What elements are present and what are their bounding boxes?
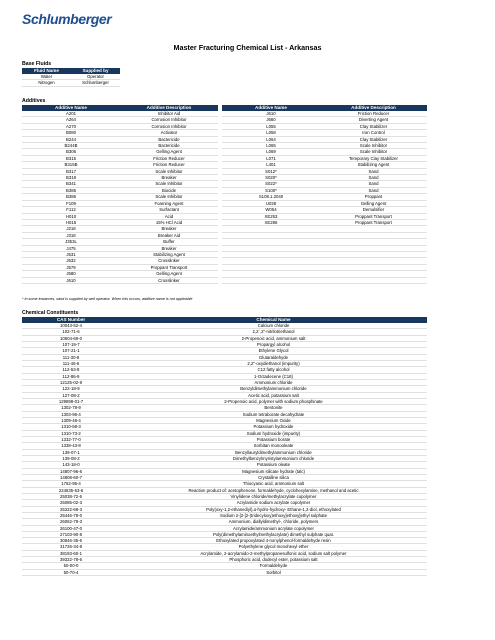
table-cell: Sodium tetraborate decahydrate	[120, 411, 427, 417]
table-cell: Acrylamide, 2-acrylamido-2-methylpropanesulfonic acid, sodium salt polymer	[120, 550, 427, 556]
table-cell: Potassium borate	[120, 436, 427, 442]
table-cell: 30846-35-6	[22, 538, 120, 544]
table-cell: Buffer	[120, 239, 218, 245]
table-cell: 25085-02-3	[22, 500, 120, 506]
table-cell: Poly(dimethylaminoethylmethylacrylate) dimethyl sulphate quat.	[120, 531, 427, 537]
table-cell: A270	[22, 123, 120, 129]
table-cell: Diverting Agent	[320, 117, 427, 123]
table-cell: S100*	[222, 187, 320, 193]
table-cell: Magnesium Oxide	[120, 417, 427, 423]
table-cell: S022*	[222, 181, 320, 187]
table-cell: 1762-95-4	[22, 481, 120, 487]
table-cell: 25446-78-0	[22, 512, 120, 518]
table-cell: Scale Inhibitor	[120, 181, 218, 187]
table-cell: Nitrogen	[22, 80, 71, 86]
table-cell: Friction Reducer	[320, 111, 427, 117]
table-cell: Stabilizing Agent	[320, 162, 427, 168]
table-cell: L065	[222, 143, 320, 149]
table-cell: L055	[222, 123, 320, 129]
table-cell: J610	[222, 111, 320, 117]
table-cell: Acid	[120, 213, 218, 219]
table-cell	[320, 277, 427, 283]
table-cell: J580	[22, 271, 120, 277]
table-cell: 15% HCl Acid	[120, 219, 218, 225]
table-cell: 143-18-0	[22, 462, 120, 468]
column-header: CAS Number	[22, 317, 120, 323]
table-cell: Acrylamide/ammonium acrylate copolymer	[120, 525, 427, 531]
base-fluids-table	[22, 68, 120, 87]
table-cell: Bentonite	[120, 405, 427, 411]
table-cell: 1332-77-0	[22, 436, 120, 442]
table-cell: L058	[222, 130, 320, 136]
table-cell: B315B	[22, 162, 120, 168]
table-cell: 1338-43-8	[22, 443, 120, 449]
table-cell: Scale Inhibitor	[320, 143, 427, 149]
table-cell: 10043-52-4	[22, 323, 120, 329]
table-cell: 27103-90-8	[22, 531, 120, 537]
table-cell: Sorbitan monooleate	[120, 443, 427, 449]
table-cell: Activator	[120, 130, 218, 136]
table-cell: J531	[22, 251, 120, 257]
table-cell: Iron Control	[320, 130, 427, 136]
table-cell: 1302-78-9	[22, 405, 120, 411]
table-cell: C12 fatty alcohol	[120, 367, 427, 373]
table-cell: Inhibitor Aid	[120, 111, 218, 117]
table-cell: B244B	[22, 143, 120, 149]
table-cell: 14807-96-6	[22, 468, 120, 474]
column-header: Additive Name	[22, 105, 120, 111]
table-cell: 50-70-4	[22, 569, 120, 575]
table-cell: Polyethylene glycol monohexyl ether	[120, 544, 427, 550]
table-cell: Potassium hydroxide	[120, 424, 427, 430]
column-header: Chemical Name	[120, 317, 427, 323]
table-cell: Proppant Transport	[320, 219, 427, 225]
table-cell: B080	[22, 130, 120, 136]
table-cell: H015	[22, 219, 120, 225]
table-cell: L069	[222, 149, 320, 155]
table-cell: Corrosion Inhibitor	[120, 117, 218, 123]
table-cell: Scale Inhibitor	[120, 168, 218, 174]
table-cell: Sand	[320, 175, 427, 181]
table-cell: Surfactant	[120, 207, 218, 213]
table-cell: 1310-73-2	[22, 430, 120, 436]
table-cell: 1-Octadecene (C18)	[120, 373, 427, 379]
column-header: Additive Description	[120, 105, 218, 111]
table-cell: 1309-48-4	[22, 417, 120, 423]
table-cell: J610	[22, 277, 120, 283]
table-cell: 112-86-9	[22, 373, 120, 379]
table-cell: Sodium 2-[2-[2-(tridecyloxy)ethoxy]ethoxy]ethyl sulphate	[120, 512, 427, 518]
table-cell: Vinylidene chloride/methylacrylate copolymer	[120, 493, 427, 499]
table-cell: 12125-02-9	[22, 379, 120, 385]
table-cell: B318	[22, 175, 120, 181]
table-cell: Corrosion Inhibitor	[120, 123, 218, 129]
table-cell: 111-30-8	[22, 354, 120, 360]
table-cell: Schlumberger	[71, 80, 120, 86]
table-cell: Clay Stabilizer	[320, 136, 427, 142]
table-cell: 39322-78-6	[22, 557, 120, 563]
table-cell: Formaldehyde	[120, 563, 427, 569]
table-cell: 2-Propenoic acid, polymer with sodium phosphinate	[120, 398, 427, 404]
table-cell: Gelling Agent	[320, 200, 427, 206]
table-cell: F112	[22, 207, 120, 213]
table-cell: 107-19-7	[22, 341, 120, 347]
table-cell: L064	[222, 136, 320, 142]
table-cell: Bactericide	[120, 136, 218, 142]
table-cell: Poly(oxy-1,2-ethanediyl),α-hydro-hydroxy- Ethane-1,2-diol, ethoxylated	[120, 506, 427, 512]
table-cell: 107-21-1	[22, 348, 120, 354]
table-cell: 127-08-2	[22, 392, 120, 398]
table-cell: Temporary Clay Stabilizer	[320, 155, 427, 161]
table-cell: L071	[222, 155, 320, 161]
table-cell: Friction Reducer	[120, 155, 218, 161]
table-row	[22, 277, 427, 283]
table-cell: 2,2''-oxydiethanol (impurity)	[120, 360, 427, 366]
table-cell: 26100-47-0	[22, 525, 120, 531]
table-cell: F109	[22, 200, 120, 206]
table-cell: L401	[222, 162, 320, 168]
table-cell: Demulsifier	[320, 207, 427, 213]
table-cell: A201	[22, 111, 120, 117]
table-cell: J579	[22, 264, 120, 270]
table-cell: Friction Reducer	[120, 162, 218, 168]
table-cell: Benzyllauryldimethylammonium chloride	[120, 449, 427, 455]
table-cell: B317	[22, 168, 120, 174]
table-cell: S020*	[222, 175, 320, 181]
table-cell: H010	[22, 213, 120, 219]
table-cell: 1310-58-3	[22, 424, 120, 430]
table-cell: Ammonium, diallyldimethyl-, chloride, polymers	[120, 519, 427, 525]
table-cell: Breaker Aid	[120, 232, 218, 238]
table-cell: B385	[22, 187, 120, 193]
additives-table	[22, 105, 427, 284]
table-cell: Reaction product of: acetophenone, formaldehyde, cyclohexylamine, methanol and acetic	[120, 487, 427, 493]
page-title: Master Fracturing Chemical List - Arkansas	[173, 43, 322, 52]
table-cell: Acetic acid, potassium salt	[120, 392, 427, 398]
table-cell: 25322-68-3	[22, 506, 120, 512]
table-cell: 224635-63-6	[22, 487, 120, 493]
table-cell: J318	[22, 232, 120, 238]
table-cell: Dimethylbenzylmyristylammonium chloride	[120, 455, 427, 461]
table-cell	[222, 277, 320, 283]
table-cell: 2,2´,2''-nitrilotriethanol	[120, 329, 427, 335]
table-cell: 129898-01-7	[22, 398, 120, 404]
table-cell: 1303-96-4	[22, 411, 120, 417]
table-cell: Sand	[320, 168, 427, 174]
table-cell: Ethylene Glycol	[120, 348, 427, 354]
table-cell: B244	[22, 136, 120, 142]
table-cell: U028	[222, 200, 320, 206]
table-cell: Glutaraldehyde	[120, 354, 427, 360]
table-cell: Potassium oleate	[120, 462, 427, 468]
chemicals-table	[22, 317, 427, 576]
table-cell: J353L	[22, 239, 120, 245]
table-cell: 25038-72-6	[22, 493, 120, 499]
table-cell: Sorbitol	[120, 569, 427, 575]
table-cell: Ammonium chloride	[120, 379, 427, 385]
table-cell: Proppant Transport	[120, 264, 218, 270]
table-cell: J660	[222, 117, 320, 123]
table-cell: Sodium hydroxide (impurity)	[120, 430, 427, 436]
table-cell: A264	[22, 117, 120, 123]
company-logo: Schlumberger	[22, 11, 112, 27]
base-fluids-heading: Base Fluids	[22, 61, 52, 67]
table-cell: Sand	[320, 187, 427, 193]
table-cell: 31726-34-8	[22, 544, 120, 550]
table-cell: B341	[22, 181, 120, 187]
table-cell: S108.1.2040	[222, 194, 320, 200]
table-cell: S012*	[222, 168, 320, 174]
column-header: Fluid Name	[22, 68, 71, 74]
table-cell: Crosslinker	[120, 258, 218, 264]
table-row	[22, 569, 427, 575]
table-cell: XE253	[222, 213, 320, 219]
table-cell: Thiocyanic acid, ammonium salt	[120, 481, 427, 487]
additives-heading: Additives	[22, 98, 46, 104]
table-cell: Crystalline silica	[120, 474, 427, 480]
column-header: Additive Description	[320, 105, 427, 111]
table-cell: 139-08-2	[22, 455, 120, 461]
table-cell: Breaker	[120, 175, 218, 181]
footnote: * In some instances, sand is supplied by well operator. When this occurs, additive name is not applicable	[22, 297, 193, 301]
table-cell: Crosslinker	[120, 277, 218, 283]
table-cell: 10604-69-0	[22, 335, 120, 341]
table-cell: Scale Inhibitor	[320, 149, 427, 155]
column-header: Supplied by	[71, 68, 120, 74]
table-cell: Clay Stabilizer	[320, 123, 427, 129]
table-cell: Ethoxylated propoxylated 4-nonylphenol-formaldehyde resin	[120, 538, 427, 544]
table-cell: Breaker	[120, 226, 218, 232]
table-cell: Acrylamide sodium acrylate copolymer	[120, 500, 427, 506]
table-cell: Proppant Transport	[320, 213, 427, 219]
table-cell: Water	[22, 74, 71, 80]
table-cell: J475	[22, 245, 120, 251]
table-cell: XE286	[222, 219, 320, 225]
table-cell: B306	[22, 149, 120, 155]
table-cell: 122-18-9	[22, 386, 120, 392]
table-cell: Magnesium silicate hydrate (talc)	[120, 468, 427, 474]
table-cell: J532	[22, 258, 120, 264]
table-cell: Phosphoric acid, dodecyl ester, potassium salt	[120, 557, 427, 563]
table-cell: Breaker	[120, 245, 218, 251]
table-cell: Benzyldimethylammonium chloride	[120, 386, 427, 392]
table-cell: 102-71-6	[22, 329, 120, 335]
table-cell: Gelling Agent	[120, 149, 218, 155]
column-header: Additive Name	[222, 105, 320, 111]
table-cell: Scale Inhibitor	[120, 194, 218, 200]
table-cell: Bactericide	[120, 143, 218, 149]
table-cell: Biocide	[120, 187, 218, 193]
table-cell: Proppant	[320, 194, 427, 200]
table-cell: W054	[222, 207, 320, 213]
table-cell: 139-07-1	[22, 449, 120, 455]
table-cell: J218	[22, 226, 120, 232]
table-cell: Calcium chloride	[120, 323, 427, 329]
table-cell: 26062-79-3	[22, 519, 120, 525]
table-cell: Gelling Agent	[120, 271, 218, 277]
table-cell: 14808-60-7	[22, 474, 120, 480]
chemicals-heading: Chemical Constituents	[22, 310, 79, 316]
table-row	[22, 80, 120, 86]
table-cell: 111-46-6	[22, 360, 120, 366]
table-cell: Sand	[320, 181, 427, 187]
table-cell: B386	[22, 194, 120, 200]
table-cell: 112-53-8	[22, 367, 120, 373]
table-cell: 50-00-0	[22, 563, 120, 569]
table-cell: B315	[22, 155, 120, 161]
table-cell: Propargyl alcohol	[120, 341, 427, 347]
table-cell: 38193-60-1	[22, 550, 120, 556]
table-cell: 2-Propenoic acid, ammonium salt	[120, 335, 427, 341]
table-cell: Operator	[71, 74, 120, 80]
table-cell: Stabilizing Agent	[120, 251, 218, 257]
table-cell: Foaming Agent	[120, 200, 218, 206]
